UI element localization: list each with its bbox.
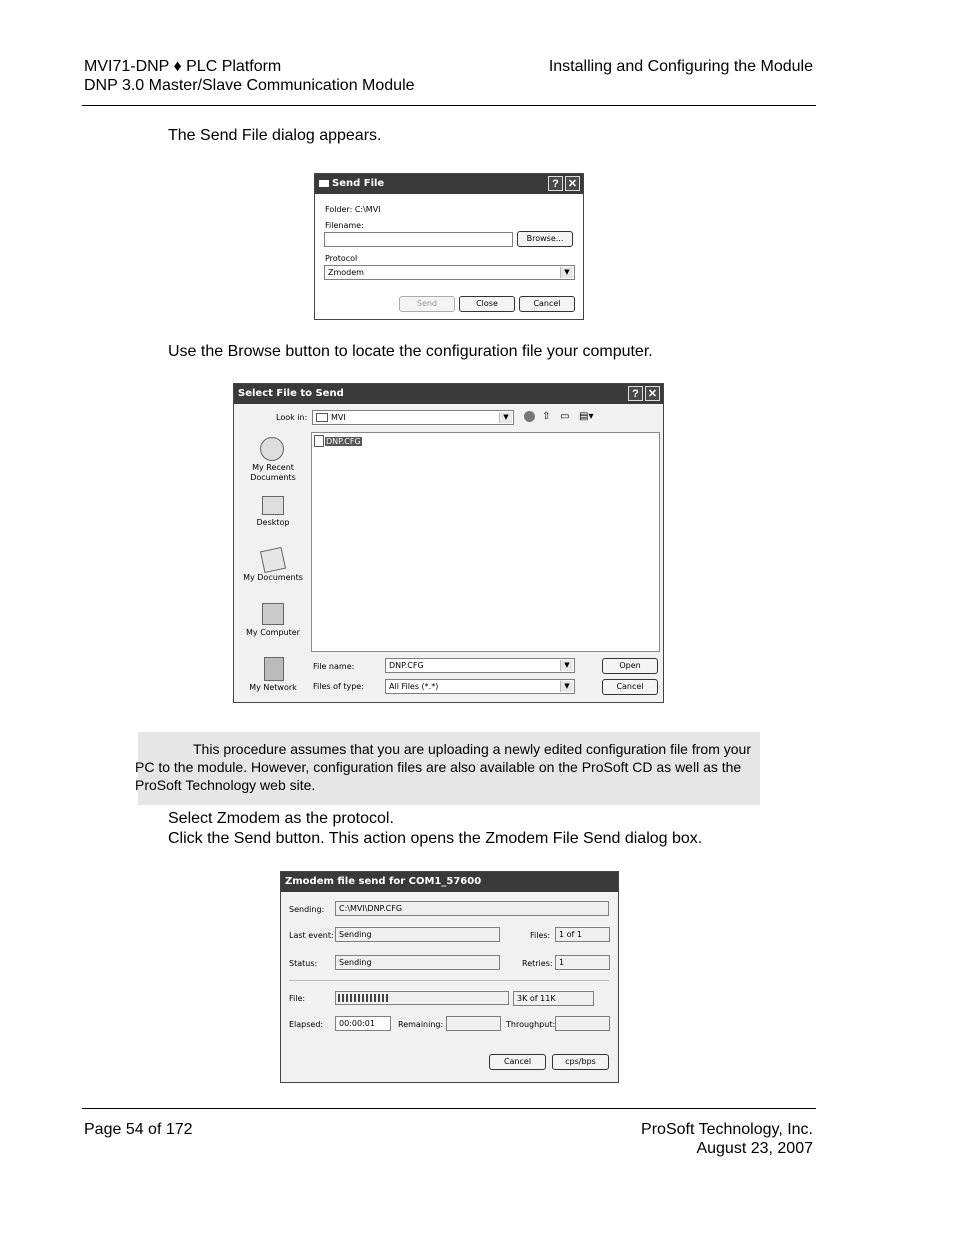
footer-rule (82, 1108, 816, 1109)
view-menu-icon[interactable]: ▤▾ (579, 411, 594, 422)
elapsed-field: 00:00:01 (335, 1016, 391, 1031)
back-icon[interactable] (524, 411, 535, 422)
list-item[interactable] (314, 435, 362, 447)
recent-documents-icon[interactable] (260, 437, 284, 461)
status-label: Status: (289, 959, 318, 968)
divider (289, 980, 609, 981)
chevron-down-icon[interactable]: ▼ (560, 267, 573, 278)
paragraph-send-file: The Send File dialog appears. (168, 127, 382, 144)
chevron-down-icon[interactable]: ▼ (560, 681, 573, 692)
my-computer-icon[interactable] (262, 603, 284, 625)
files-field: 1 of 1 (555, 927, 610, 942)
throughput-field (555, 1016, 610, 1031)
paragraph-select-zmodem: Select Zmodem as the protocol. (168, 810, 394, 827)
file-name: DNP.CFG (326, 436, 361, 446)
file-name-input[interactable] (385, 658, 575, 673)
window-icon (319, 180, 329, 187)
send-file-dialog (314, 173, 584, 320)
up-folder-icon[interactable]: ⇧ (542, 411, 551, 422)
last-event-field: Sending (335, 927, 500, 942)
retries-field: 1 (555, 955, 610, 970)
paragraph-browse: Use the Browse button to locate the configuration file your computer. (168, 343, 653, 360)
zmodem-title: Zmodem file send for COM1_57600 (285, 876, 482, 887)
send-button[interactable]: Send (399, 296, 455, 312)
select-file-titlebar (234, 384, 663, 404)
cancel-button[interactable]: Cancel (489, 1054, 546, 1070)
look-in-label: Look in: (276, 413, 308, 422)
filename-label: Filename: (325, 221, 364, 230)
new-folder-icon[interactable]: ▭ (560, 411, 570, 422)
chevron-down-icon[interactable]: ▼ (560, 660, 573, 671)
remaining-label: Remaining: (398, 1020, 444, 1029)
status-field: Sending (335, 955, 500, 970)
place-my-documents[interactable]: My Documents (243, 573, 303, 582)
file-name-label: File name: (313, 662, 355, 671)
place-my-computer[interactable]: My Computer (246, 628, 300, 637)
desktop-icon[interactable] (262, 496, 284, 515)
footer-date: August 23, 2007 (696, 1140, 813, 1157)
file-progress-fill (338, 994, 388, 1002)
header-product: MVI71-DNP ♦ PLC Platform (84, 58, 282, 75)
send-file-titlebar (315, 174, 583, 194)
last-event-label: Last event: (289, 931, 334, 940)
elapsed-label: Elapsed: (289, 1020, 324, 1029)
cps-bps-button[interactable]: cps/bps (552, 1054, 609, 1070)
places-bar (240, 431, 306, 693)
header-subtitle: DNP 3.0 Master/Slave Communication Module (84, 77, 415, 94)
look-in-value: MVI (331, 413, 346, 422)
help-button[interactable]: ? (628, 386, 643, 401)
file-name-value: DNP.CFG (389, 661, 424, 670)
files-label: Files: (530, 931, 551, 940)
close-button[interactable]: Close (459, 296, 515, 312)
open-button[interactable]: Open (602, 658, 658, 674)
close-icon[interactable]: ✕ (645, 386, 660, 401)
folder-icon (316, 413, 328, 422)
file-list[interactable] (311, 432, 660, 652)
help-button[interactable]: ? (548, 176, 563, 191)
filename-input[interactable] (324, 232, 513, 247)
retries-label: Retries: (522, 959, 553, 968)
note-text: This procedure assumes that you are uploading a newly edited configuration file from your PC to the module. However, configuration files are also available on the ProSoft CD as well as the ProSoft Technology web site. (135, 741, 751, 793)
note-box (135, 732, 760, 805)
file-label: File: (289, 994, 306, 1003)
chevron-down-icon[interactable]: ▼ (499, 412, 512, 423)
page-number: Page 54 of 172 (84, 1121, 193, 1138)
remaining-field (446, 1016, 501, 1031)
files-of-type-value: All Files (*.*) (389, 682, 439, 691)
protocol-value: Zmodem (328, 268, 364, 277)
place-my-network[interactable]: My Network (249, 683, 297, 692)
look-in-select[interactable] (312, 410, 514, 425)
files-of-type-label: Files of type: (313, 682, 364, 691)
protocol-select[interactable] (324, 265, 575, 280)
send-file-title: Send File (332, 178, 385, 189)
folder-label: Folder: C:\MVI (325, 205, 381, 214)
zmodem-dialog (280, 871, 619, 1083)
cancel-button[interactable]: Cancel (602, 679, 658, 695)
browse-button[interactable]: Browse... (517, 231, 573, 247)
sending-label: Sending: (289, 905, 325, 914)
header-section: Installing and Configuring the Module (548, 58, 813, 75)
cancel-button[interactable]: Cancel (519, 296, 575, 312)
files-of-type-select[interactable] (385, 679, 575, 694)
close-icon[interactable]: ✕ (565, 176, 580, 191)
zmodem-titlebar (281, 872, 618, 892)
my-network-icon[interactable] (264, 657, 284, 681)
place-desktop[interactable]: Desktop (256, 518, 290, 527)
select-file-title: Select File to Send (238, 388, 344, 399)
place-recent[interactable]: My Recent Documents (250, 463, 296, 482)
footer-company: ProSoft Technology, Inc. (641, 1121, 813, 1138)
file-size-field: 3K of 11K (513, 991, 594, 1006)
sending-field: C:\MVI\DNP.CFG (335, 901, 609, 916)
my-documents-icon[interactable] (260, 547, 286, 573)
select-file-dialog (233, 383, 664, 703)
protocol-label: Protocol (325, 254, 358, 263)
paragraph-click-send: Click the Send button. This action opens the Zmodem File Send dialog box. (168, 830, 703, 847)
file-icon (314, 435, 324, 447)
file-progress-bar (335, 991, 509, 1005)
header-rule (82, 105, 816, 106)
throughput-label: Throughput: (506, 1020, 556, 1029)
